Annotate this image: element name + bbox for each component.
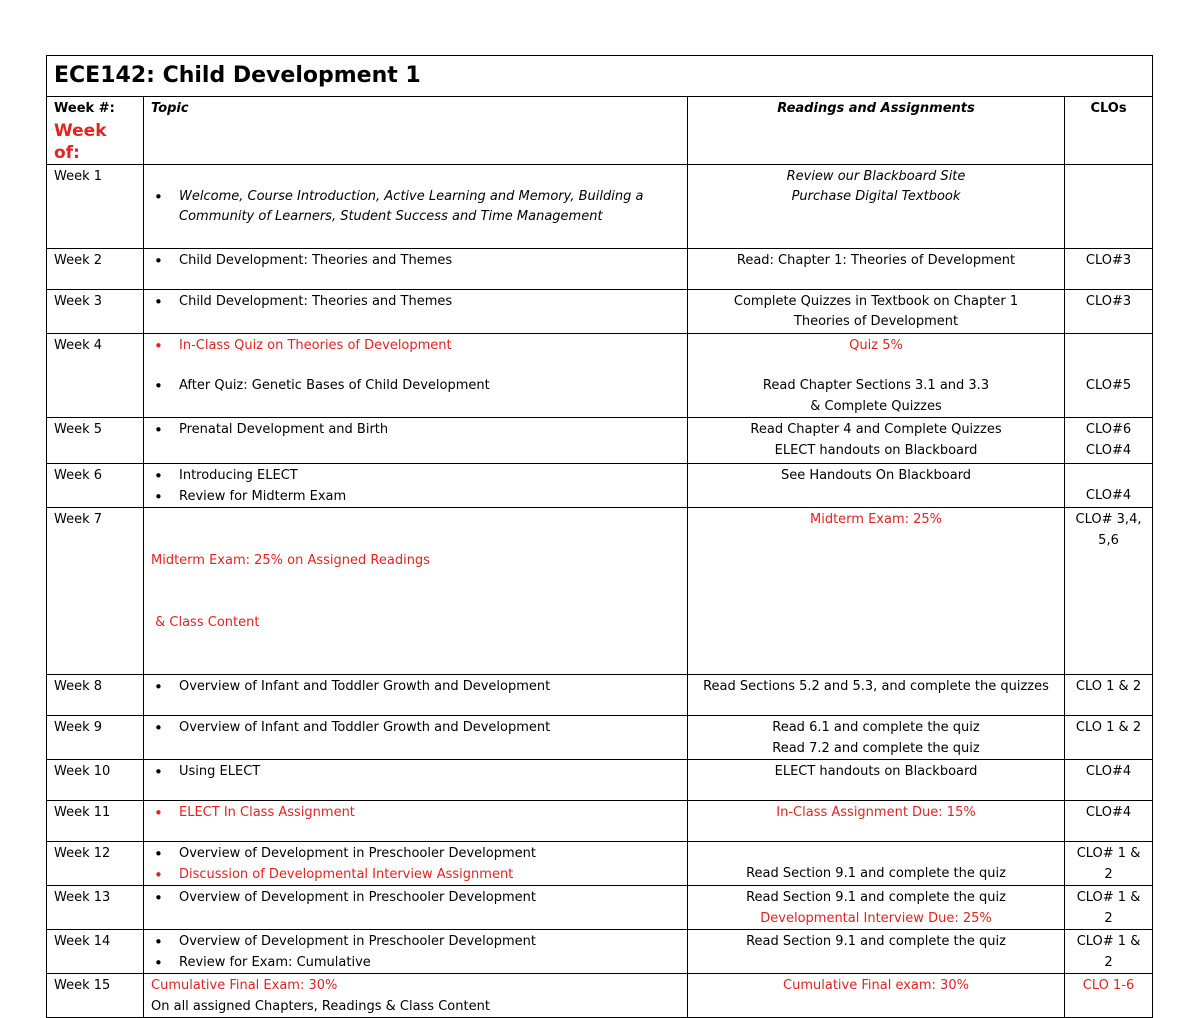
clo-cell <box>1065 418 1153 464</box>
clo-value: CLO# 1 & <box>1076 846 1141 861</box>
reading-cell <box>688 333 1065 418</box>
week-cell: Week 7 <box>47 508 144 675</box>
topic-line-final: Cumulative Final Exam: 30% <box>151 978 338 993</box>
reading-line: Read Chapter Sections 3.1 and 3.3 <box>762 378 990 393</box>
clo-cell <box>1065 464 1153 508</box>
topic-cell <box>144 716 688 760</box>
clo-value: 2 <box>1104 954 1113 970</box>
reading-line: Theories of Development <box>793 314 959 329</box>
clo-cell: CLO#3 <box>1065 289 1153 333</box>
clo-cell <box>1065 164 1153 248</box>
reading-cell <box>688 164 1065 248</box>
topic-line: & Class Content <box>151 614 260 630</box>
reading-cell: ELECT handouts on Blackboard <box>688 760 1065 801</box>
clo-cell <box>1065 508 1153 675</box>
reading-cell: Read: Chapter 1: Theories of Development <box>688 248 1065 289</box>
reading-line: Purchase Digital Textbook <box>791 189 961 204</box>
reading-line: Read Section 9.1 and complete the quiz <box>746 890 1006 905</box>
clo-cell <box>1065 842 1153 886</box>
topic-cell <box>144 842 688 886</box>
reading-cell <box>688 289 1065 333</box>
clo-value: 2 <box>1104 866 1113 882</box>
reading-cell <box>688 418 1065 464</box>
topic-bullet: • Introducing ELECT <box>151 466 680 487</box>
topic-bullet-assignment: • ELECT In Class Assignment <box>151 803 680 824</box>
week-cell: Week 12 <box>47 842 144 886</box>
topic-bullet: • Overview of Development in Preschooler Development <box>151 932 680 953</box>
topic-line: On all assigned Chapters, Readings & Class Content <box>151 998 490 1014</box>
week-cell: Week 11 <box>47 801 144 842</box>
topic-bullet: • Welcome, Course Introduction, Active Learning and Memory, Building a Community of Learners, Student Success and Time Management <box>151 187 680 228</box>
clo-value: CLO# 1 & <box>1076 934 1141 949</box>
reading-line: Complete Quizzes in Textbook on Chapter 1 <box>733 293 1019 309</box>
header-row <box>47 97 1153 165</box>
table-row <box>47 974 1153 1018</box>
clo-value: CLO#4 <box>1085 488 1132 503</box>
week-cell: Week 5 <box>47 418 144 464</box>
clo-cell: CLO#3 <box>1065 248 1153 289</box>
reading-line: ELECT handouts on Blackboard <box>774 442 978 458</box>
week-cell: Week 15 <box>47 974 144 1018</box>
topic-cell <box>144 760 688 801</box>
clo-value: 2 <box>1104 910 1113 926</box>
table-row <box>47 760 1153 801</box>
clo-cell: CLO 1-6 <box>1065 974 1153 1018</box>
clo-cell <box>1065 333 1153 418</box>
clo-value: CLO#6 <box>1085 422 1132 437</box>
reading-line-quiz: Quiz 5% <box>849 337 903 353</box>
table-row <box>47 675 1153 716</box>
reading-line: Read 6.1 and complete the quiz <box>772 720 980 735</box>
header-week-of: Week of: <box>54 120 107 163</box>
table-row <box>47 842 1153 886</box>
table-row <box>47 801 1153 842</box>
topic-cell <box>144 333 688 418</box>
reading-cell: Midterm Exam: 25% <box>688 508 1065 675</box>
topic-bullet: • Overview of Infant and Toddler Growth and Development <box>151 718 680 739</box>
header-week-cell <box>47 97 144 165</box>
topic-bullet: • Overview of Development in Preschooler Development <box>151 844 680 865</box>
clo-cell: CLO#4 <box>1065 801 1153 842</box>
clo-cell: CLO#4 <box>1065 760 1153 801</box>
table-row <box>47 464 1153 508</box>
topic-bullet: • Overview of Infant and Toddler Growth and Development <box>151 677 680 698</box>
table-row <box>47 886 1153 930</box>
topic-cell <box>144 418 688 464</box>
schedule-table <box>46 55 1153 1018</box>
reading-cell: Read Section 9.1 and complete the quiz <box>688 930 1065 974</box>
clo-cell <box>1065 886 1153 930</box>
table-row <box>47 930 1153 974</box>
reading-cell: Cumulative Final exam: 30% <box>688 974 1065 1018</box>
topic-cell <box>144 675 688 716</box>
topic-cell <box>144 464 688 508</box>
document-title: ECE142: Child Development 1 <box>47 56 1153 97</box>
topic-bullet: • Child Development: Theories and Themes <box>151 292 680 313</box>
table-row <box>47 333 1153 418</box>
clo-value: CLO#4 <box>1085 442 1132 458</box>
table-row <box>47 716 1153 760</box>
header-clos: CLOs <box>1065 97 1153 165</box>
header-readings: Readings and Assignments <box>688 97 1065 165</box>
week-cell: Week 6 <box>47 464 144 508</box>
topic-bullet: • Using ELECT <box>151 762 680 783</box>
topic-line: Midterm Exam: 25% on Assigned Readings <box>151 553 430 568</box>
reading-cell: See Handouts On Blackboard <box>688 464 1065 508</box>
reading-line: Review our Blackboard Site <box>786 168 966 184</box>
clo-cell: CLO 1 & 2 <box>1065 716 1153 760</box>
clo-value: CLO# 1 & <box>1076 890 1141 905</box>
topic-bullet-quiz: • In-Class Quiz on Theories of Development <box>151 336 680 357</box>
week-cell: Week 4 <box>47 333 144 418</box>
topic-bullet: • Review for Midterm Exam <box>151 487 680 508</box>
reading-line: Read Chapter 4 and Complete Quizzes <box>750 422 1002 437</box>
week-cell: Week 13 <box>47 886 144 930</box>
topic-bullet: • After Quiz: Genetic Bases of Child Development <box>151 376 680 397</box>
table-row <box>47 164 1153 248</box>
reading-cell <box>688 842 1065 886</box>
week-cell: Week 3 <box>47 289 144 333</box>
week-cell: Week 1 <box>47 164 144 248</box>
clo-cell <box>1065 930 1153 974</box>
table-row <box>47 418 1153 464</box>
topic-cell <box>144 248 688 289</box>
topic-cell <box>144 886 688 930</box>
week-cell: Week 10 <box>47 760 144 801</box>
topic-bullet: • Child Development: Theories and Themes <box>151 251 680 272</box>
table-row <box>47 289 1153 333</box>
reading-line: Read Section 9.1 and complete the quiz <box>746 866 1006 881</box>
reading-line-due: Developmental Interview Due: 25% <box>760 910 992 926</box>
reading-cell <box>688 716 1065 760</box>
week-cell: Week 9 <box>47 716 144 760</box>
topic-bullet: • Prenatal Development and Birth <box>151 420 680 441</box>
topic-cell <box>144 164 688 248</box>
topic-cell <box>144 930 688 974</box>
reading-cell <box>688 886 1065 930</box>
header-topic: Topic <box>144 97 688 165</box>
topic-bullet-assignment: • Discussion of Developmental Interview Assignment <box>151 865 680 886</box>
course-schedule-sheet <box>46 55 1152 1018</box>
week-cell: Week 8 <box>47 675 144 716</box>
clo-value: 5,6 <box>1098 532 1119 548</box>
topic-cell <box>144 508 688 675</box>
clo-value: CLO# 3,4, <box>1075 512 1142 527</box>
week-cell: Week 14 <box>47 930 144 974</box>
reading-line: Read 7.2 and complete the quiz <box>772 740 980 756</box>
clo-value: CLO#5 <box>1085 377 1132 393</box>
clo-cell: CLO 1 & 2 <box>1065 675 1153 716</box>
title-row <box>47 56 1153 97</box>
header-week: Week #: <box>54 101 115 116</box>
topic-bullet: • Overview of Development in Preschooler Development <box>151 888 680 909</box>
topic-cell <box>144 974 688 1018</box>
topic-bullet: • Review for Exam: Cumulative <box>151 953 680 974</box>
topic-cell <box>144 801 688 842</box>
table-row <box>47 508 1153 675</box>
week-cell: Week 2 <box>47 248 144 289</box>
topic-cell <box>144 289 688 333</box>
reading-cell: Read Sections 5.2 and 5.3, and complete the quizzes <box>688 675 1065 716</box>
reading-cell: In-Class Assignment Due: 15% <box>688 801 1065 842</box>
reading-line: & Complete Quizzes <box>810 398 942 414</box>
table-row <box>47 248 1153 289</box>
